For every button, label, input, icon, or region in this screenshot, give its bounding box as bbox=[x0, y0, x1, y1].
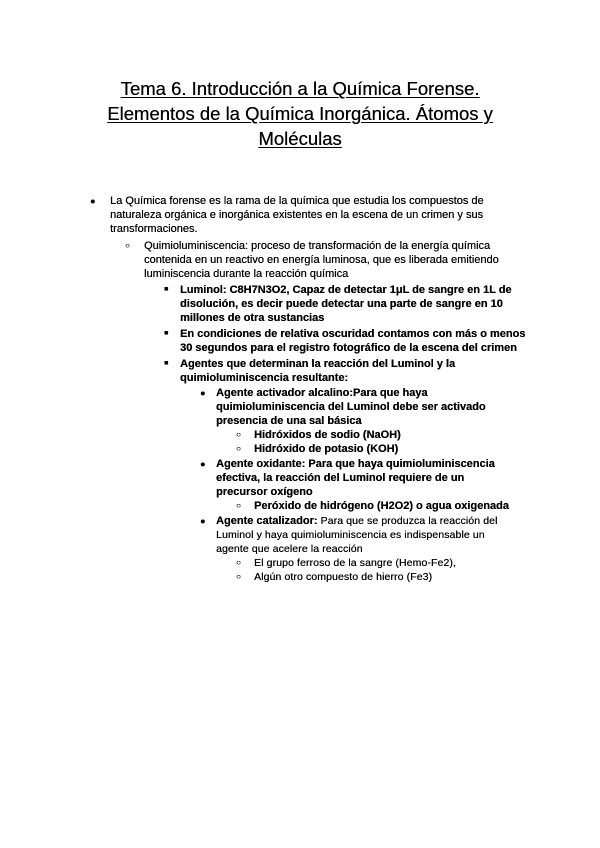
square-bullet-icon: ■ bbox=[164, 360, 169, 367]
catalizador-text: Para que se produzca la reacción del Luminol y haya quimioluminiscencia es indispensable un agente que acelere la reacción bbox=[216, 515, 498, 555]
disc-bullet-icon: ● bbox=[200, 459, 206, 469]
agentes-text: Agentes que determinan la reacción del Luminol y la quimioluminiscencia resultante: bbox=[180, 358, 456, 384]
title-line-3: Moléculas bbox=[258, 128, 342, 149]
list-item-agentes bbox=[164, 357, 534, 584]
list-item-luminol bbox=[164, 283, 534, 325]
naoh-text: Hidróxidos de sodio (NaOH) bbox=[254, 429, 401, 441]
sublist-level-3 bbox=[144, 283, 527, 584]
circle-bullet-icon: ○ bbox=[125, 241, 130, 250]
list-item-koh bbox=[236, 442, 494, 456]
list-item-hierro bbox=[236, 570, 494, 584]
list-item-naoh bbox=[236, 428, 494, 442]
list-item-peroxido bbox=[236, 499, 544, 513]
square-bullet-icon: ■ bbox=[164, 286, 169, 293]
list-item-intro bbox=[0, 194, 526, 584]
sublist-level-2 bbox=[110, 239, 526, 584]
oxidante-text: Agente oxidante: Para que haya quimioluminiscencia efectiva, la reacción del Luminol requiere de un precursor oxígeno bbox=[216, 458, 495, 498]
list-item-oxidante bbox=[200, 457, 509, 513]
square-bullet-icon: ■ bbox=[164, 330, 169, 337]
page-title bbox=[60, 76, 540, 151]
catalizador-label: Agente catalizador: bbox=[216, 515, 318, 527]
luminol-text: Luminol: C8H7N3O2, Capaz de detectar 1μL de sangre en 1L de disolución, es decir puede detectar una parte de sangre en 10 millones de otra sustancias bbox=[180, 284, 512, 324]
document-body bbox=[0, 194, 600, 586]
sublist-level-4 bbox=[180, 386, 534, 584]
disc-bullet-icon: ● bbox=[90, 196, 96, 206]
circle-bullet-icon: ○ bbox=[236, 572, 241, 581]
title-line-2: Elementos de la Química Inorgánica. Átomos y bbox=[107, 103, 493, 124]
koh-text: Hidróxido de potasio (KOH) bbox=[254, 443, 399, 455]
quimio-text: Quimioluminiscencia: proceso de transformación de la energía química contenida en un reactivo en energía luminosa, que es liberada emitiendo luminiscencia durante la reacción química bbox=[144, 240, 499, 280]
sublist-level-5 bbox=[216, 556, 506, 584]
list-item-catalizador bbox=[200, 514, 506, 584]
hierro-text: Algún otro compuesto de hierro (Fe3) bbox=[254, 571, 433, 583]
circle-bullet-icon: ○ bbox=[236, 430, 241, 439]
title-line-1: Tema 6. Introducción a la Química Forense. bbox=[120, 78, 480, 99]
activador-text: Agente activador alcalino:Para que haya quimioluminiscencia del Luminol debe ser activado presencia de una sal básica bbox=[216, 387, 486, 427]
ferroso-text: El grupo ferroso de la sangre (Hemo-Fe2), bbox=[254, 557, 456, 569]
oscuridad-text: En condiciones de relativa oscuridad contamos con más o menos 30 segundos para el registro fotográfico de la escena del crimen bbox=[180, 328, 526, 354]
disc-bullet-icon: ● bbox=[200, 516, 206, 526]
list-item-ferroso bbox=[236, 556, 494, 570]
peroxido-text: Peróxido de hidrógeno (H2O2) o agua oxigenada bbox=[254, 500, 509, 512]
list-item-activador bbox=[200, 386, 506, 456]
bullet-list bbox=[0, 194, 600, 584]
list-item-quimioluminiscencia bbox=[125, 239, 527, 584]
sublist-level-5 bbox=[216, 428, 506, 456]
circle-bullet-icon: ○ bbox=[236, 444, 241, 453]
sublist-level-5 bbox=[216, 499, 509, 513]
disc-bullet-icon: ● bbox=[200, 388, 206, 398]
intro-text: La Química forense es la rama de la química que estudia los compuestos de naturaleza orgánica e inorgánica existentes en la escena de un crimen y sus transformaciones. bbox=[110, 195, 484, 235]
circle-bullet-icon: ○ bbox=[236, 558, 241, 567]
circle-bullet-icon: ○ bbox=[236, 501, 241, 510]
list-item-oscuridad bbox=[164, 327, 534, 355]
